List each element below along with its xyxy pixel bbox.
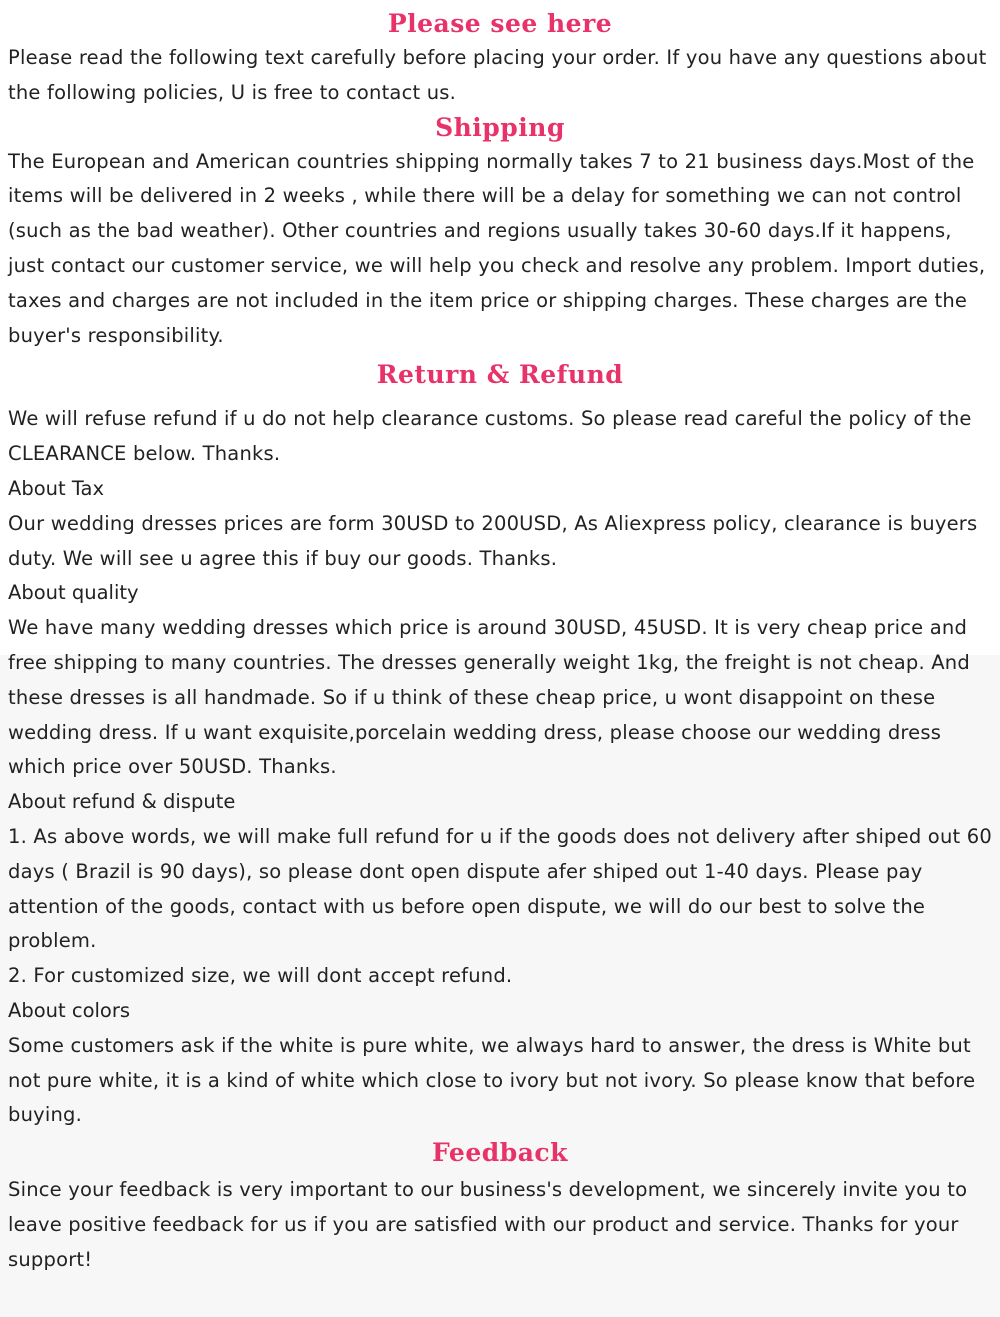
refund-dispute-item-1: 1. As above words, we will make full refund for u if the goods does not delivery after shiped out 60 days ( Brazil is 90 days), so please dont open dispute afer shiped out 1-40 days. Please pay attention of the goods, contact with us before open dispute, we will do our best to solve the problem. [8,824,992,953]
intro-text: Please read the following text carefully before placing your order. If you have any questions about the following policies, U is free to contact us. [8,46,987,104]
feedback-heading: Feedback [432,1138,568,1168]
feedback-text: Since your feedback is very important to our business's development, we sincerely invite you to leave positive feedback for us if you are satisfied with our product and service. Thanks for your support! [8,1178,968,1271]
about-quality-label: About quality [8,581,139,605]
refund-dispute-item-2: 2. For customized size, we will dont accept refund. [8,964,513,988]
policy-content [8,7,992,1278]
about-colors-label: About colors [8,998,131,1022]
shipping-text: The European and American countries shipping normally takes 7 to 21 business days.Most of the items will be delivered in 2 weeks , while there will be a delay for something we can not control (such as the bad weather). Other countries and regions usually takes 30-60 days.If it happens, just contact our customer service, we will help you check and resolve any problem. Import duties, taxes and charges are not included in the item price or shipping charges. These charges are the buyer's responsibility. [8,149,986,347]
about-colors-text: Some customers ask if the white is pure white, we always hard to answer, the dress is White but not pure white, it is a kind of white which close to ivory but not ivory. So please know that before buying. [8,1033,976,1127]
about-refund-dispute-label: About refund & dispute [8,790,236,814]
policy-page [0,7,1000,1317]
about-tax-text: Our wedding dresses prices are form 30USD to 200USD, As Aliexpress policy, clearance is buyers duty. We will see u agree this if buy our goods. Thanks. [8,511,978,570]
intro-heading: Please see here [387,9,613,38]
about-quality-text: We have many wedding dresses which price is around 30USD, 45USD. It is very cheap price and free shipping to many countries. The dresses generally weight 1kg, the freight is not cheap. And these dresses is all handmade. So if u think of these cheap price, u wont disappoint on these wedding dress. If u want exquisite,porcelain wedding dress, please choose our wedding dress which price over 50USD. Thanks. [8,616,970,779]
refund-intro-text: We will refuse refund if u do not help clearance customs. So please read careful the policy of the CLEARANCE below. Thanks. [8,407,972,466]
return-refund-heading: Return & Refund [376,360,624,390]
shipping-heading: Shipping [435,112,565,142]
about-tax-label: About Tax [8,476,105,500]
